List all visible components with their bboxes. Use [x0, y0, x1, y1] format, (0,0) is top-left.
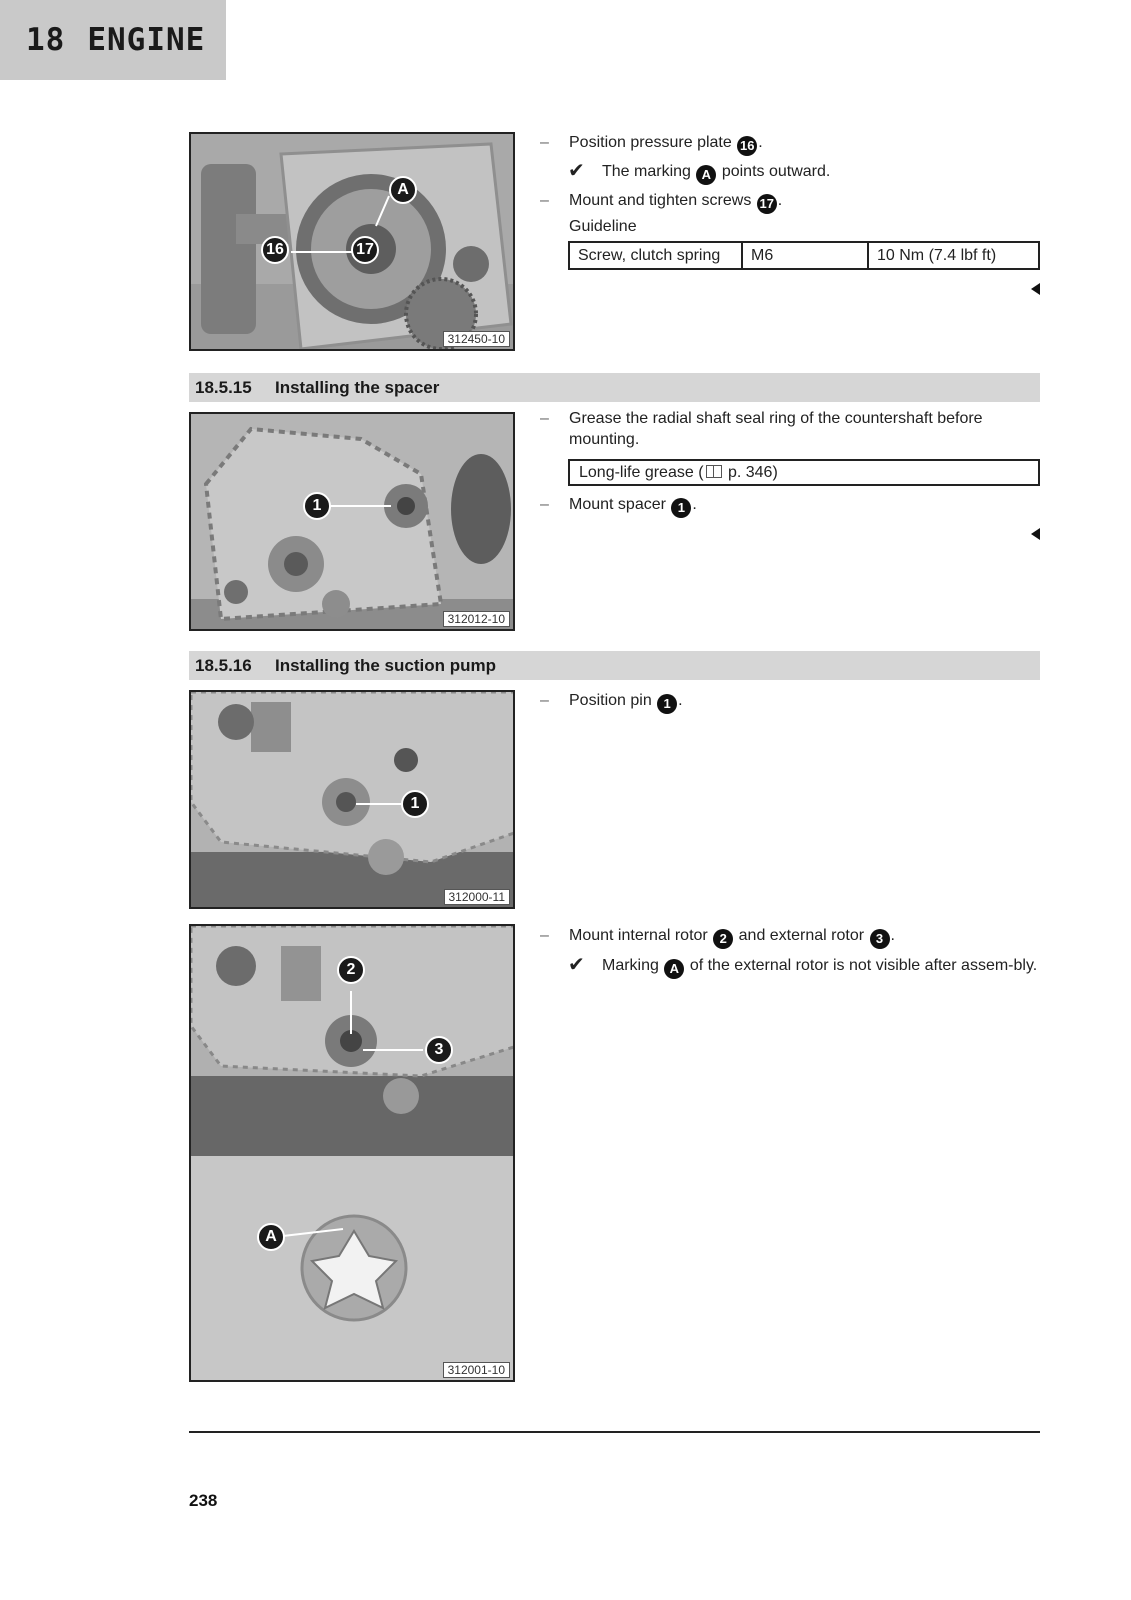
figure-rotors-illustration: [191, 926, 515, 1382]
step-position-pin: – Position pin 1 .: [540, 690, 1040, 714]
figure-position-pin-illustration: [191, 692, 515, 909]
callout-17: 17: [351, 236, 379, 264]
ref-3: 3: [870, 929, 890, 949]
callout-3: 3: [425, 1036, 453, 1064]
chapter-number: 18: [26, 22, 66, 58]
figure-code: 312001-10: [443, 1362, 510, 1378]
chapter-tab: [0, 0, 226, 80]
callout-2: 2: [337, 956, 365, 984]
check-marking-outward: ✔ The marking A points outward.: [568, 161, 1040, 185]
dash-bullet: –: [540, 410, 549, 427]
ref-1: 1: [657, 694, 677, 714]
figure-pressure-plate: [189, 132, 515, 351]
callout-A: A: [257, 1223, 285, 1251]
footer-rule: [189, 1431, 1040, 1433]
callout-1: 1: [401, 790, 429, 818]
callout-1: 1: [303, 492, 331, 520]
ref-1: 1: [671, 498, 691, 518]
section-heading-18-5-15: 18.5.15 Installing the spacer: [189, 373, 1040, 402]
chapter-title: ENGINE: [87, 22, 206, 58]
guideline-label: Guideline: [569, 218, 637, 235]
page-number: 238: [189, 1491, 218, 1510]
step-tighten-screws: – Mount and tighten screws 17 .: [540, 190, 1040, 214]
torque-table: [568, 241, 1040, 270]
section-heading-18-5-16: 18.5.16 Installing the suction pump: [189, 651, 1040, 680]
figure-code: 312012-10: [443, 611, 510, 627]
grease-reference-box: Long-life grease ( p. 346): [568, 459, 1040, 486]
table-row: [569, 242, 1039, 269]
figure-spacer: [189, 412, 515, 631]
step-grease-seal-ring: – Grease the radial shaft seal ring of the countershaft before mounting.: [540, 410, 983, 448]
ref-2: 2: [713, 929, 733, 949]
table-cell-thread: M6: [742, 242, 868, 269]
table-cell-item: Screw, clutch spring: [569, 242, 742, 269]
checkmark-icon: ✔: [568, 160, 585, 182]
figure-position-pin: [189, 690, 515, 909]
dash-bullet: –: [540, 927, 549, 944]
callout-16: 16: [261, 236, 289, 264]
end-of-section-icon: [1031, 528, 1040, 540]
step-mount-spacer: – Mount spacer 1 .: [540, 494, 1040, 518]
check-marking-not-visible: ✔ Marking A of the external rotor is not visible after assem-bly.: [568, 955, 1040, 979]
dash-bullet: –: [540, 134, 549, 151]
ref-A: A: [664, 959, 684, 979]
end-of-section-icon: [1031, 283, 1040, 295]
dash-bullet: –: [540, 192, 549, 209]
figure-code: 312450-10: [443, 331, 510, 347]
step-mount-rotors: – Mount internal rotor 2 and external rotor 3 .: [540, 925, 1040, 949]
book-icon: [706, 465, 722, 478]
table-cell-torque: 10 Nm (7.4 lbf ft): [868, 242, 1039, 269]
ref-16: 16: [737, 136, 757, 156]
figure-spacer-illustration: [191, 414, 515, 631]
dash-bullet: –: [540, 692, 549, 709]
callout-A: A: [389, 176, 417, 204]
figure-rotors: [189, 924, 515, 1382]
checkmark-icon: ✔: [568, 954, 585, 976]
dash-bullet: –: [540, 496, 549, 513]
step-position-pressure-plate: – Position pressure plate 16 .: [540, 132, 1040, 156]
figure-code: 312000-11: [444, 889, 511, 905]
ref-A: A: [696, 165, 716, 185]
ref-17: 17: [757, 194, 777, 214]
